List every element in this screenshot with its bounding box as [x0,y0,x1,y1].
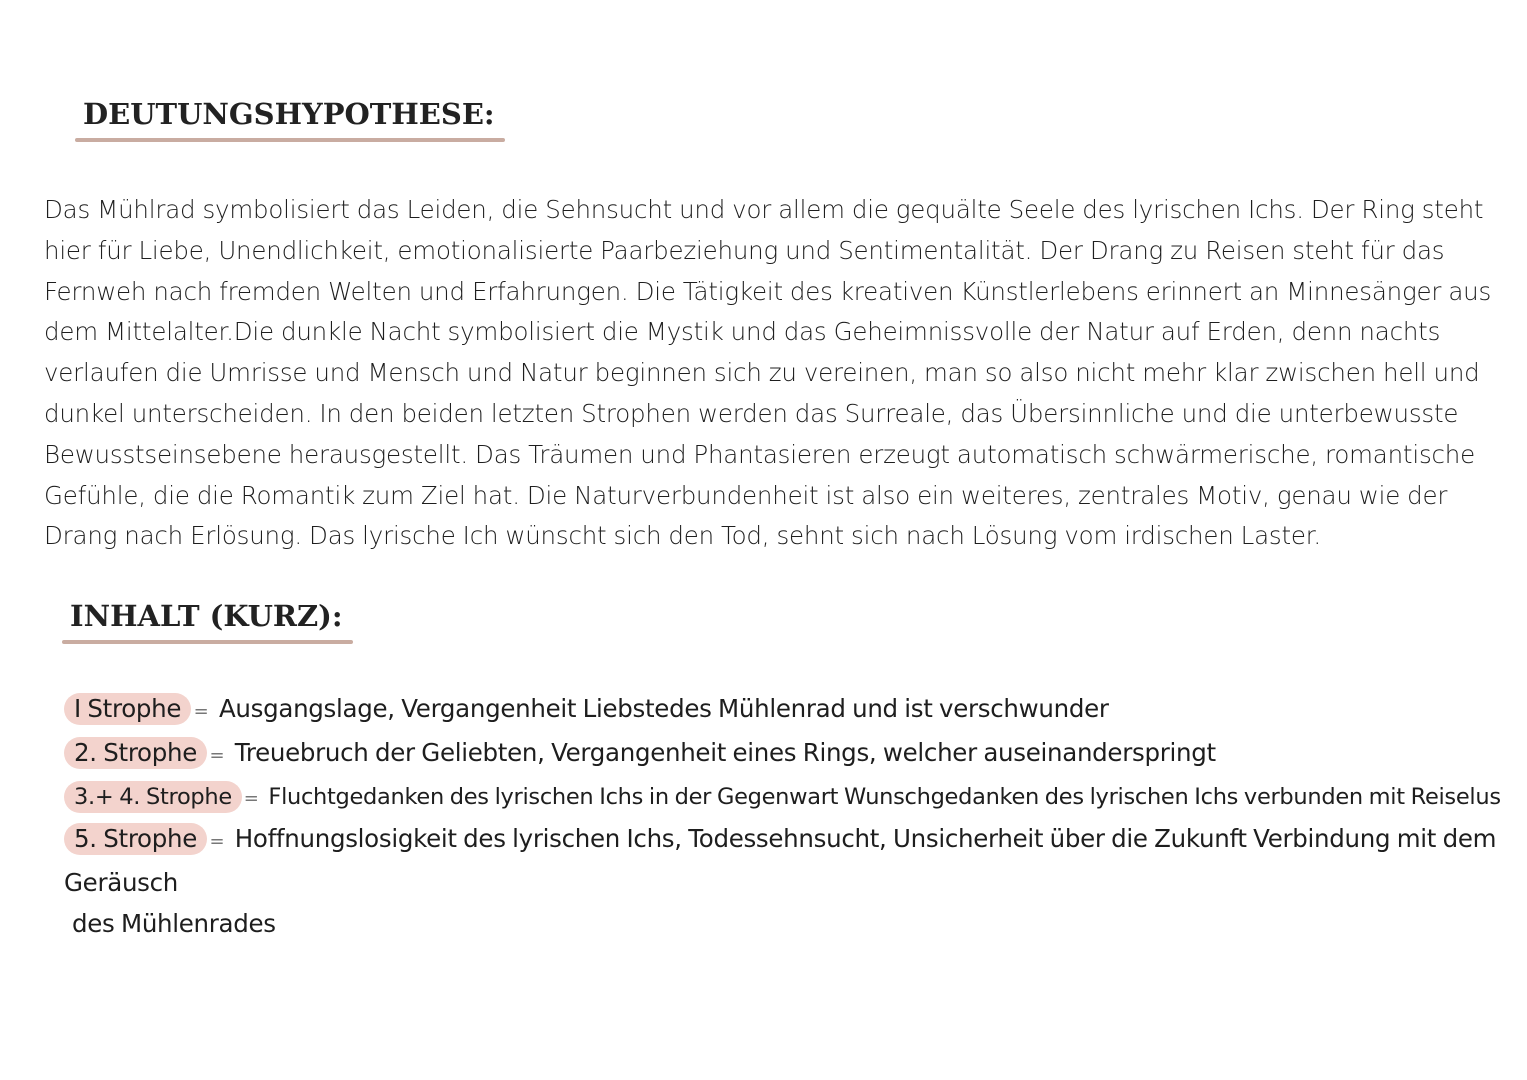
strophe-text: Ausgangslage, Vergangenheit Liebstedes Mühlenrad und ist verschwunder [218,694,1109,723]
equals-sign: = [209,744,225,766]
heading-underline [62,640,353,644]
strophe-text: Hoffnungslosigkeit des lyrischen Ichs, Todessehnsucht, Unsicherheit über die Zukunft Verbindung mit dem Geräusch [64,824,1497,898]
equals-sign: = [209,831,225,853]
deutung-paragraph: Das Mühlrad symbolisiert das Leiden, die Sehnsucht und vor allem die gequälte Seele des lyrischen Ichs. Der Ring steht hier für Liebe, Unendlichkeit, emotionalisierte Paarbeziehung und Sentimentalität. Der Drang zu Reisen steht für das Fernweh nach fremden Welten und Erfahrungen. Die Tätigkeit des kreativen Künstlerlebens erinnert an Minnesänger aus dem Mittelalter.Die dunkle Nacht symbolisiert die Mystik und das Geheimnissvolle der Natur auf Erden, denn nachts verlaufen die Umrisse und Mensch und Natur beginnen sich zu vereinen, man so also nicht mehr klar zwischen hell und dunkel unterscheiden. In den beiden letzten Strophen werden das Surreale, das Übersinnliche und die unterbewusste Bewusstseinsebene herausgestellt. Das Träumen und Phantasieren erzeugt automatisch schwärmerische, romantische Gefühle, die die Romantik zum Ziel hat. Die Naturverbundenheit ist also ein weiteres, zentrales Motiv, genau wie der Drang nach Erlösung. Das lyrische Ich wünscht sich den Tod, sehnt sich nach Lösung vom irdischen Laster. [44,195,1492,551]
section-heading-inhalt [70,599,343,633]
heading-text: INHALT (KURZ): [70,599,343,633]
strophe-list [64,689,1504,945]
strophe-text-continuation: des Mühlenrades [72,908,276,938]
strophe-label-highlight: 5. Strophe [64,823,207,855]
strophe-label-highlight: I Strophe [64,693,191,725]
strophe-item [64,733,1504,777]
strophe-label-highlight: 3.+ 4. Strophe [64,781,242,813]
strophe-item [64,819,1504,944]
equals-sign: = [193,701,209,722]
heading-underline [75,138,505,142]
strophe-item [64,777,1504,820]
strophe-text: Fluchtgedanken des lyrischen Ichs in der Gegenwart Wunschgedanken des lyrischen Ichs verbunden mit Reiselus [268,783,1501,810]
equals-sign: = [243,787,259,809]
strophe-label-highlight: 2. Strophe [64,737,207,769]
strophe-item [64,689,1504,733]
section-heading-deutungshypothese [83,97,495,131]
heading-text: DEUTUNGSHYPOTHESE: [83,97,495,131]
strophe-text: Treuebruch der Geliebten, Vergangenheit eines Rings, welcher auseinanderspringt [234,737,1216,767]
